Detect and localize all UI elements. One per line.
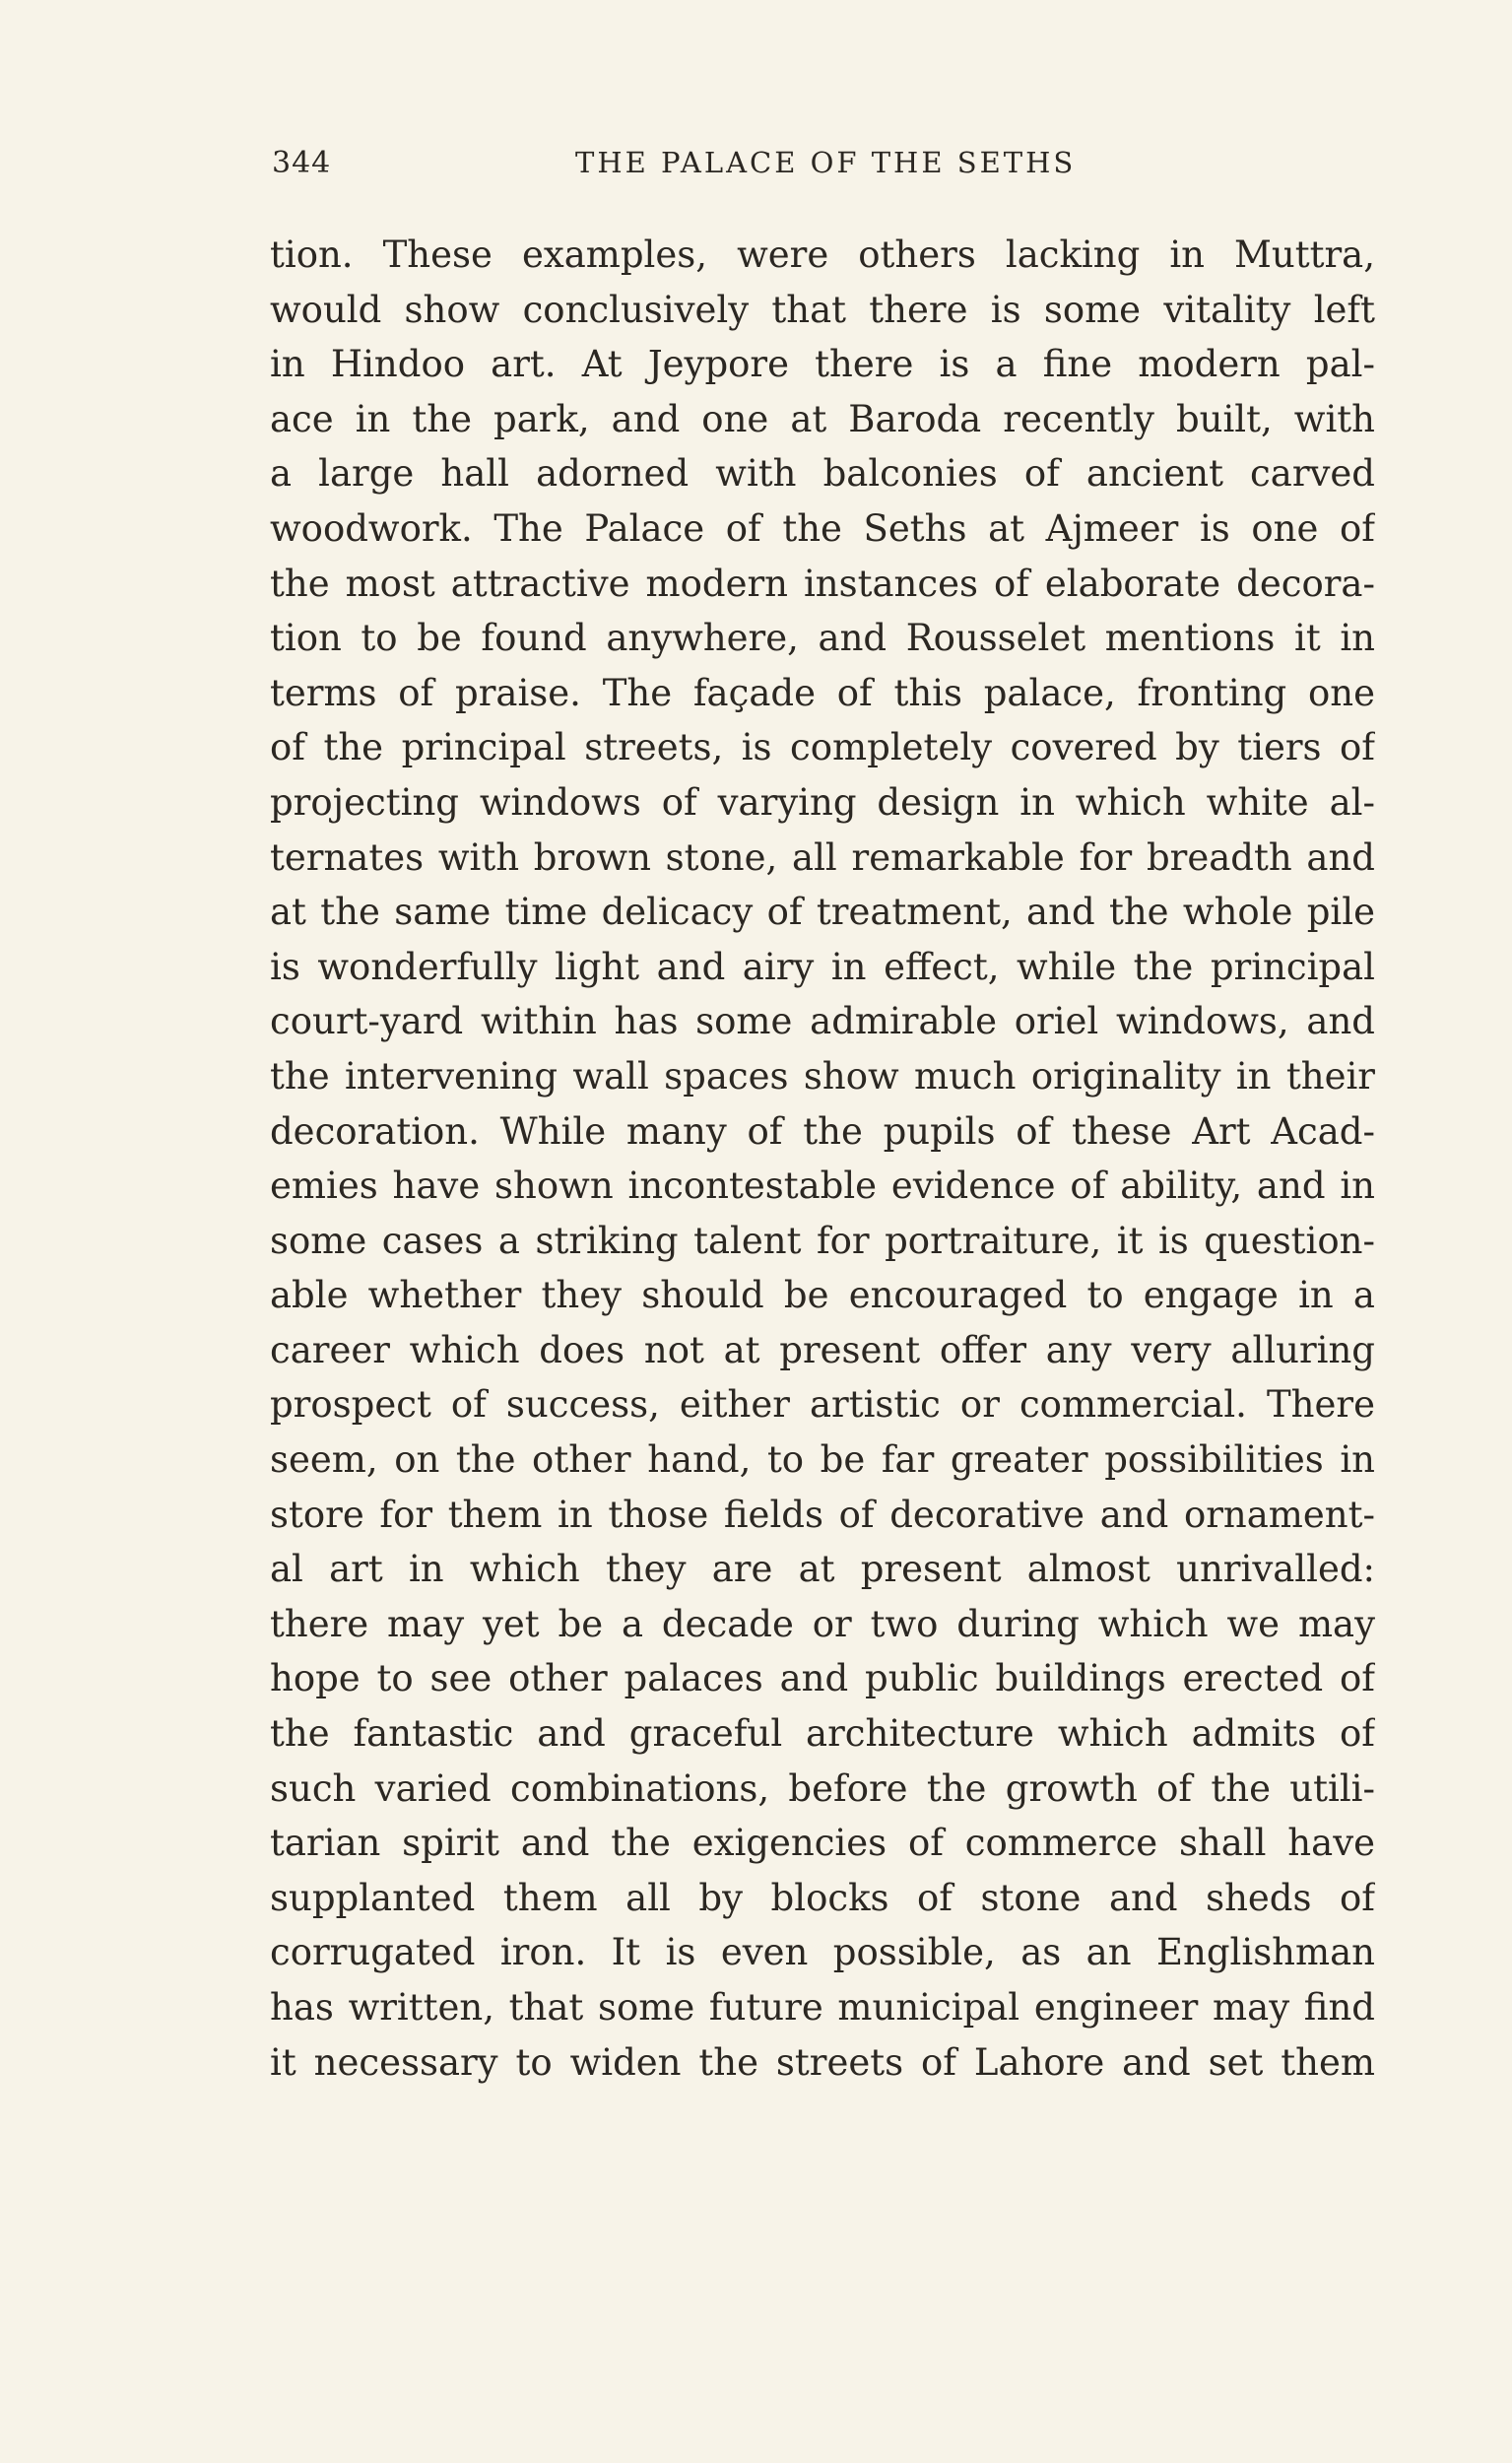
text-line: tion to be found anywhere, and Rousselet mentions it in — [270, 617, 1375, 660]
text-line: hope to see other palaces and public buildings erected of — [270, 1657, 1375, 1700]
text-line: a large hall adorned with balconies of ancient carved — [270, 452, 1375, 496]
page-header — [272, 146, 1375, 185]
text-line: would show conclusively that there is some vitality left — [270, 288, 1375, 331]
text-line: some cases a striking talent for portraiture, it is question- — [270, 1219, 1375, 1262]
text-line: decoration. While many of the pupils of these Art Acad- — [270, 1109, 1375, 1153]
text-line: court-yard within has some admirable oriel windows, and — [270, 1000, 1375, 1043]
text-line: in Hindoo art. At Jeypore there is a fine modern pal- — [270, 343, 1375, 386]
text-line: has written, that some future municipal engineer may find — [270, 1986, 1375, 2029]
text-line: supplanted them all by blocks of stone and sheds of — [270, 1876, 1375, 1919]
text-line: corrugated iron. It is even possible, as an Englishman — [270, 1931, 1375, 1974]
text-line: terms of praise. The façade of this palace, fronting one — [270, 671, 1375, 714]
text-line: is wonderfully light and airy in effect, while the principal — [270, 945, 1375, 988]
text-line: emies have shown incontestable evidence of ability, and in — [270, 1165, 1375, 1208]
text-line: ternates with brown stone, all remarkable for breadth and — [270, 835, 1375, 879]
text-line: able whether they should be encouraged to engage in a — [270, 1274, 1375, 1317]
text-line: such varied combinations, before the growth of the utili- — [270, 1766, 1375, 1810]
page-number: 344 — [272, 146, 332, 180]
text-line: it necessary to widen the streets of Lahore and set them — [270, 2040, 1375, 2084]
text-line: al art in which they are at present almost unrivalled: — [270, 1548, 1375, 1591]
text-line: there may yet be a decade or two during which we may — [270, 1602, 1375, 1645]
text-line: at the same time delicacy of treatment, and the whole pile — [270, 891, 1375, 934]
text-line: the fantastic and graceful architecture which admits of — [270, 1712, 1375, 1756]
text-line: seem, on the other hand, to be far greater possibilities in — [270, 1438, 1375, 1482]
text-line: career which does not at present offer any very alluring — [270, 1328, 1375, 1371]
text-line: prospect of success, either artistic or commercial. There — [270, 1383, 1375, 1427]
text-line: tion. These examples, were others lacking in Muttra, — [270, 233, 1375, 276]
text-line: tarian spirit and the exigencies of commerce shall have — [270, 1822, 1375, 1865]
text-line: the most attractive modern instances of elaborate decora- — [270, 562, 1375, 605]
text-line: store for them in those fields of decorative and ornament- — [270, 1493, 1375, 1536]
body-text — [270, 228, 1375, 2090]
text-line: of the principal streets, is completely covered by tiers of — [270, 726, 1375, 769]
running-title: THE PALACE OF THE SETHS — [575, 146, 1077, 179]
text-line: projecting windows of varying design in which white al- — [270, 780, 1375, 824]
text-line: the intervening wall spaces show much originality in their — [270, 1054, 1375, 1098]
text-line: woodwork. The Palace of the Seths at Ajmeer is one of — [270, 506, 1375, 550]
text-line: ace in the park, and one at Baroda recently built, with — [270, 397, 1375, 440]
